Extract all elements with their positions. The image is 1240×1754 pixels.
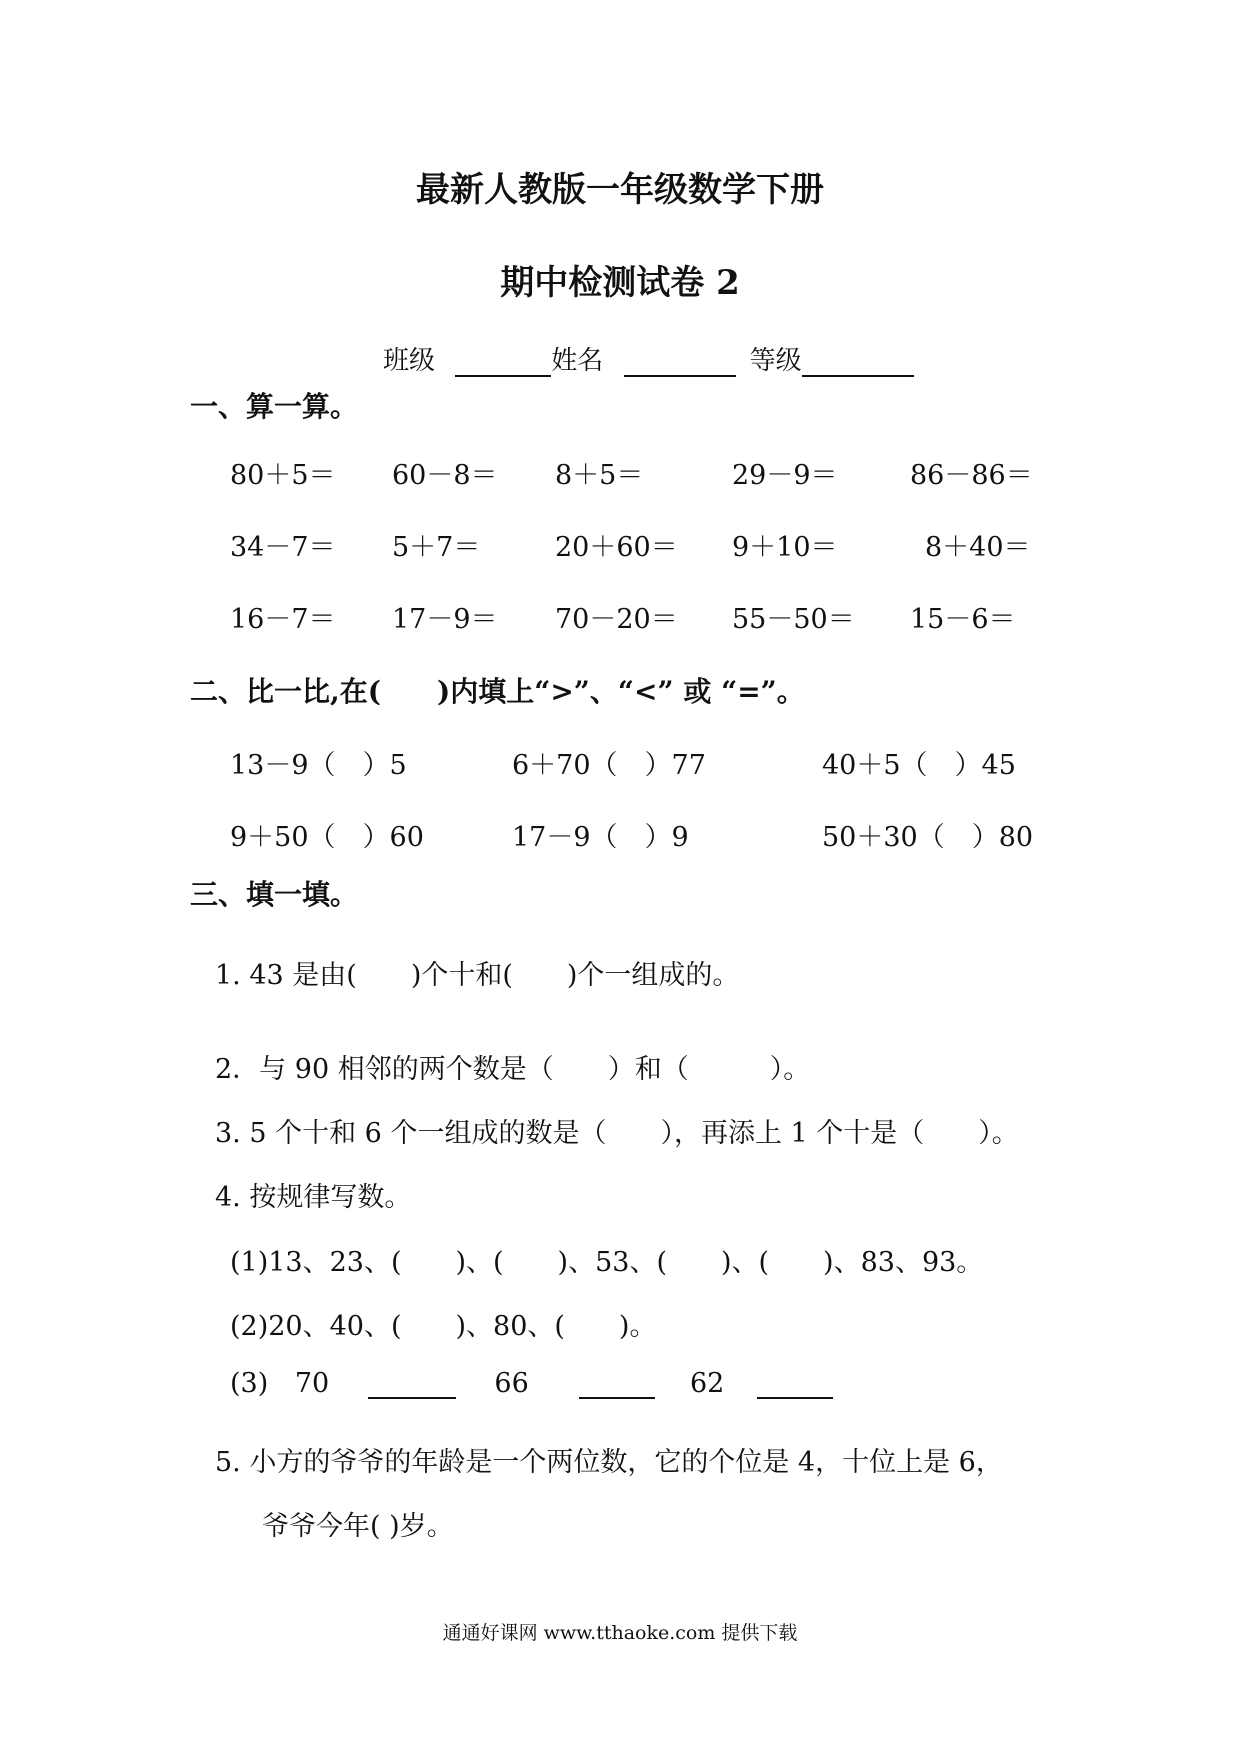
sequence-blank[interactable] (368, 1369, 456, 1399)
question-3: 3. 5 个十和 6 个一组成的数是（ ），再添上 1 个十是（ ）。 (215, 1118, 1019, 1149)
calc-item: 8＋40＝ (925, 532, 1031, 563)
page-title: 最新人教版一年级数学下册 (416, 170, 824, 210)
compare-item: 50＋30（ ）80 (822, 822, 1034, 853)
calc-item: 20＋60＝ (555, 532, 678, 563)
question-4-part-1: (1)13、23、( )、( )、53、( )、( )、83、93。 (230, 1247, 984, 1278)
question-5-line-2: 爷爷今年( )岁。 (262, 1511, 454, 1542)
question-2: 2．与 90 相邻的两个数是（ ）和（ ）。 (215, 1054, 811, 1085)
grade-label: 等级 (749, 346, 802, 376)
sequence-blank[interactable] (579, 1369, 655, 1399)
compare-item: 40＋5（ ）45 (822, 750, 1016, 781)
calc-item: 70－20＝ (555, 604, 678, 635)
name-field[interactable] (624, 347, 736, 377)
compare-item: 6＋70（ ）77 (512, 750, 706, 781)
student-info-line (383, 340, 914, 377)
section-2-heading: 二、比一比,在( )内填上“>”、“<” 或 “=”。 (190, 675, 805, 708)
page-subtitle: 期中检测试卷 2 (500, 263, 740, 303)
footer-credit: 通通好课网 www.tthaoke.com 提供下载 (442, 1622, 798, 1644)
calc-item: 29－9＝ (732, 460, 838, 491)
grade-field[interactable] (802, 347, 914, 377)
calc-item: 16－7＝ (230, 604, 336, 635)
section-1-heading: 一、算一算。 (190, 390, 359, 423)
question-5-line-1: 5. 小方的爷爷的年龄是一个两位数，它的个位是 4，十位上是 6， (215, 1447, 1003, 1478)
name-label: 姓名 (551, 346, 604, 376)
sequence-value: 66 (494, 1368, 529, 1399)
section-3-heading: 三、填一填。 (190, 878, 359, 911)
sequence-value: 62 (689, 1368, 725, 1399)
class-label: 班级 (383, 346, 436, 376)
compare-item: 13－9（ ）5 (230, 750, 407, 781)
calc-item: 8＋5＝ (555, 460, 644, 491)
calc-item: 34－7＝ (230, 532, 336, 563)
sequence-blank[interactable] (757, 1369, 833, 1399)
calc-item: 55－50＝ (732, 604, 855, 635)
question-4-part-3 (230, 1368, 833, 1399)
question-4: 4. 按规律写数。 (215, 1182, 412, 1213)
calc-item: 17－9＝ (392, 604, 498, 635)
sequence-value: 70 (294, 1368, 330, 1399)
calc-item: 80＋5＝ (230, 460, 336, 491)
part-3-label: (3) (230, 1368, 269, 1399)
compare-item: 9＋50（ ）60 (230, 822, 424, 853)
calc-item: 9＋10＝ (732, 532, 838, 563)
calc-item: 5＋7＝ (392, 532, 481, 563)
question-1: 1. 43 是由( )个十和( )个一组成的。 (215, 960, 740, 991)
calc-item: 60－8＝ (392, 460, 498, 491)
question-4-part-2: (2)20、40、( )、80、( )。 (230, 1311, 657, 1342)
calc-item: 15－6＝ (910, 604, 1016, 635)
class-field[interactable] (455, 347, 551, 377)
compare-item: 17－9（ ）9 (512, 822, 689, 853)
calc-item: 86－86＝ (910, 460, 1033, 491)
